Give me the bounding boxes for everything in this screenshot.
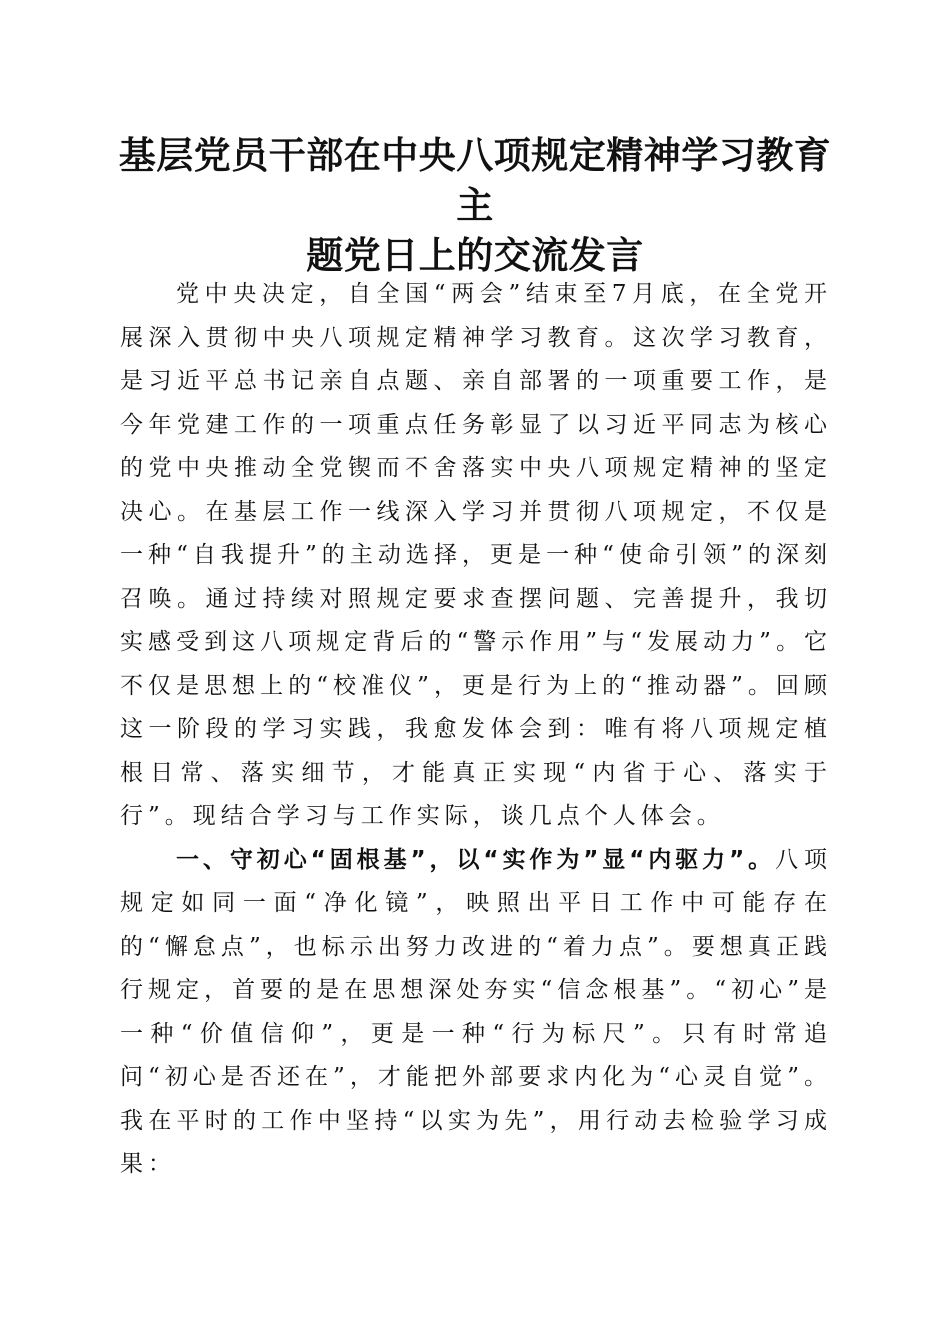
title-line-1: 基层党员干部在中央八项规定精神学习教育主 [118,133,832,227]
section-1-text: 八项规定如同一面“净化镜”，映照出平日工作中可能存在的“懈怠点”，也标示出努力改进的“着力点”。要想真正践行规定，首要的是在思想深处夯实“信念根基”。“初心”是一种“价值信仰”，更是一种“行为标尺”。只有时常追问“初心是否还在”，才能把外部要求内化为“心灵自觉”。我在平时的工作中坚持“以实为先”，用行动去检验学习成果： [120,846,832,1177]
section-1-paragraph [120,839,832,1187]
document-title [110,130,840,280]
title-line-2: 题党日上的交流发言 [306,233,644,277]
document-body [120,273,832,1187]
intro-paragraph: 党中央决定，自全国“两会”结束至7月底，在全党开展深入贯彻中央八项规定精神学习教育。这次学习教育，是习近平总书记亲自点题、亲自部署的一项重要工作，是今年党建工作的一项重点任务彰显了以习近平同志为核心的党中央推动全党锲而不舍落实中央八项规定精神的坚定决心。在基层工作一线深入学习并贯彻八项规定，不仅是一种“自我提升”的主动选择，更是一种“使命引领”的深刻召唤。通过持续对照规定要求查摆问题、完善提升，我切实感受到这八项规定背后的“警示作用”与“发展动力”。它不仅是思想上的“校准仪”，更是行为上的“推动器”。回顾这一阶段的学习实践，我愈发体会到：唯有将八项规定植根日常、落实细节，才能真正实现“内省于心、落实于行”。现结合学习与工作实际，谈几点个人体会。 [120,281,832,829]
section-1-heading: 一、守初心“固根基”，以“实作为”显“内驱力”。 [176,846,776,873]
